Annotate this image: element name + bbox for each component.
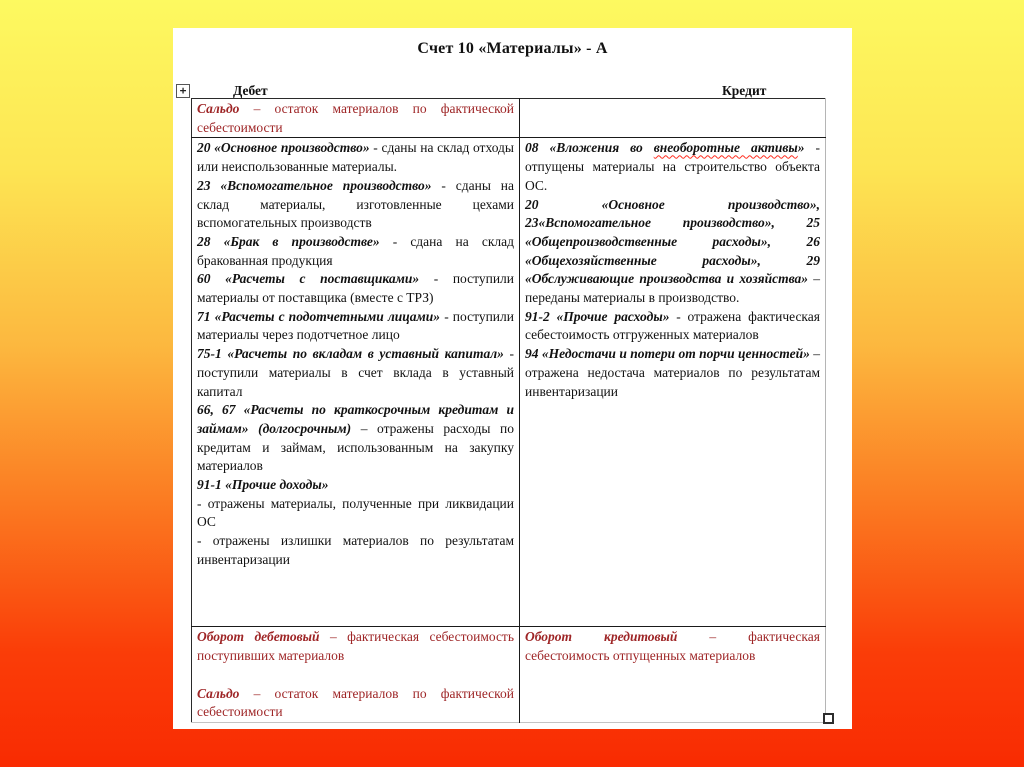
spellcheck-underlined-text: внеоборотные активы <box>653 140 798 156</box>
entry-text: - поступили материалы через подотчетное лицо <box>197 308 514 343</box>
account-name: 91-1 «Прочие доходы» <box>197 477 329 493</box>
account-name: 28 «Брак в производстве» <box>197 233 380 249</box>
entry-text: – отражена недостача материалов по результатам инвентаризации <box>525 346 820 399</box>
balance-label: Сальдо <box>197 685 240 701</box>
ledger-entry <box>525 196 820 308</box>
entry-text: - поступили материалы в счет вклада в уставный капитал <box>197 346 514 399</box>
entry-text: - сдана на склад бракованная продукция <box>197 233 514 268</box>
entry-text: - отражена фактическая себестоимость отгруженных материалов <box>525 308 820 343</box>
table-column-headers <box>173 83 852 99</box>
opening-balance-entry <box>197 100 514 137</box>
table-resize-handle[interactable] <box>823 713 834 724</box>
move-icon: + <box>179 84 187 97</box>
entries-row <box>192 138 826 627</box>
debit-entries-cell <box>192 138 520 627</box>
ledger-entry <box>197 495 514 532</box>
ledger-entry <box>197 532 514 569</box>
opening-balance-row <box>192 99 826 138</box>
column-header-debit: Дебет <box>233 83 268 98</box>
ledger-entry <box>525 345 820 401</box>
entry-text: – отражены расходы по кредитам и займам, использованным на закупку материалов <box>197 420 514 474</box>
account-name: 20 «Основное производство» <box>197 140 370 156</box>
turnover-text: – фактическая себестоимость отпущенных материалов <box>525 629 820 664</box>
column-header-credit: Кредит <box>722 83 767 98</box>
account-name: 08 «Вложения во <box>525 140 654 156</box>
ledger-entry <box>525 139 820 195</box>
ledger-entry <box>197 345 514 401</box>
debit-total-cell <box>192 627 520 723</box>
account-name: 75-1 «Расчеты по вкладам в уставный капитал» <box>197 346 504 362</box>
account-name: » <box>797 140 805 156</box>
blank-line <box>197 666 514 685</box>
t-account-table <box>191 98 826 723</box>
entry-text: – переданы материалы в производство. <box>525 271 821 306</box>
ledger-entry <box>197 177 514 233</box>
ledger-entry <box>197 476 514 495</box>
ledger-entry <box>197 139 514 176</box>
account-name: 66, 67 «Расчеты по краткосрочным кредитам и займам» (долгосрочным) <box>197 402 514 436</box>
debit-turnover-entry <box>197 628 514 665</box>
entry-text: - отпущены материалы на строительство объекта ОС. <box>525 140 820 193</box>
table-move-handle[interactable] <box>176 84 190 98</box>
opening-balance-credit-cell <box>520 99 826 138</box>
entry-text: - отражены материалы, полученные при ликвидации ОС <box>197 495 514 530</box>
ledger-entry <box>197 233 514 270</box>
page-title: Счет 10 «Материалы» - А <box>417 40 608 57</box>
ledger-entry <box>197 308 514 345</box>
account-name: 60 «Расчеты с поставщиками» <box>197 271 420 287</box>
account-name: 23 «Вспомогательное производство» <box>197 177 432 193</box>
account-name: 91-2 «Прочие расходы» <box>525 308 670 324</box>
balance-text: – остаток материалов по фактической себестоимости <box>197 101 514 135</box>
entry-text: - сданы на склад отходы или неиспользованные материалы. <box>197 140 514 175</box>
credit-entries-cell <box>520 138 826 627</box>
account-name: 71 «Расчеты с подотчетными лицами» <box>197 308 441 324</box>
turnover-label: Оборот дебетовый <box>197 629 320 645</box>
turnover-text: – фактическая себестоимость поступивших материалов <box>197 629 514 664</box>
closing-balance-entry <box>197 685 514 722</box>
balance-label: Сальдо <box>197 101 240 116</box>
totals-row <box>192 627 826 723</box>
entry-text: - отражены излишки материалов по результатам инвентаризации <box>197 533 514 567</box>
account-name: 94 «Недостачи и потери от порчи ценностей» <box>525 346 810 362</box>
content-panel <box>173 28 852 729</box>
ledger-entry <box>197 401 514 476</box>
opening-balance-debit-cell <box>192 99 520 138</box>
entry-text: - поступили материалы от поставщика (вместе с ТРЗ) <box>197 271 515 306</box>
credit-turnover-entry <box>525 628 820 665</box>
ledger-entry <box>525 308 820 345</box>
ledger-entry <box>197 270 514 307</box>
entry-text: - сданы на склад материалы, изготовленные цехами вспомогательных производств <box>197 177 514 231</box>
balance-text: – остаток материалов по фактической себестоимости <box>197 685 514 720</box>
credit-total-cell <box>520 627 826 723</box>
account-name: 20 «Основное производство», 23«Вспомогательное производство», 25 «Общепроизводственные расходы», 26 «Общехозяйственные расходы», 29 «Обслуживающие производства и хозяйства» <box>525 196 820 287</box>
turnover-label: Оборот кредитовый <box>525 629 678 645</box>
